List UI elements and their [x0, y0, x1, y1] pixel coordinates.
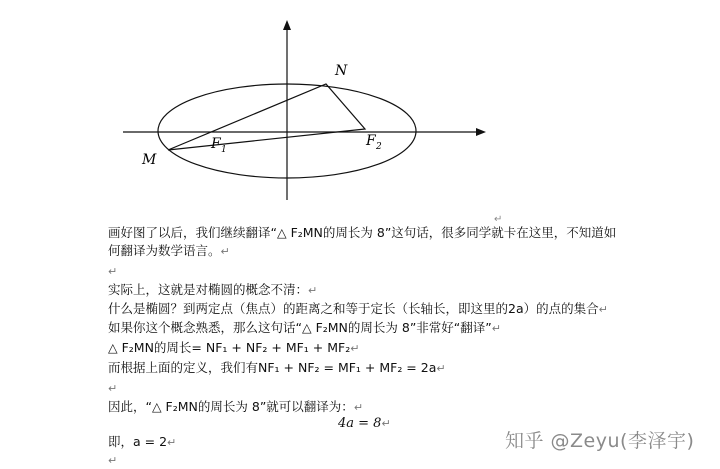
paragraph-8: 即，a = 2↵	[108, 434, 177, 449]
return-mark: ↵	[494, 214, 503, 225]
label-f1-sub: 1	[221, 145, 227, 155]
label-f2: F	[366, 133, 376, 149]
paragraph-1a: 画好图了以后，我们继续翻译“△ F₂MN的周长为 8”这句话，很多同学就卡在这里，不知道如	[108, 225, 617, 240]
equation: 4a = 8↵	[338, 416, 391, 431]
label-f1: F	[211, 136, 221, 152]
x-axis-arrow	[476, 128, 486, 136]
paragraph-3: 什么是椭圆？到两定点（焦点）的距离之和等于定长（长轴长，即这里的2a）的点的集合↵	[108, 301, 608, 316]
blank-line-2: ↵	[108, 382, 118, 395]
label-f2-sub: 2	[376, 142, 382, 152]
blank-line: ↵	[108, 265, 118, 278]
paragraph-1b: 何翻译为数学语言。↵	[108, 243, 230, 258]
paragraph-2: 实际上，这就是对椭圆的概念不清：↵	[108, 282, 318, 297]
paragraph-5: △ F₂MN的周长= NF₁ + NF₂ + MF₁ + MF₂↵	[108, 340, 360, 355]
blank-line-3: ↵	[108, 454, 118, 467]
triangle-f2mn	[168, 84, 365, 150]
paragraph-6: 而根据上面的定义，我们有NF₁ + NF₂ = MF₁ + MF₂ = 2a↵	[108, 360, 446, 375]
paragraph-4: 如果你这个概念熟悉，那么这句话“△ F₂MN的周长为 8”非常好“翻译”↵	[108, 320, 501, 335]
ellipse-diagram	[0, 0, 720, 225]
label-m: M	[142, 152, 157, 168]
watermark: 知乎 @Zeyu(李泽宇)	[505, 430, 695, 452]
label-n: N	[335, 63, 348, 79]
y-axis-arrow	[283, 20, 291, 30]
paragraph-7: 因此，“△ F₂MN的周长为 8”就可以翻译为：↵	[108, 399, 364, 414]
